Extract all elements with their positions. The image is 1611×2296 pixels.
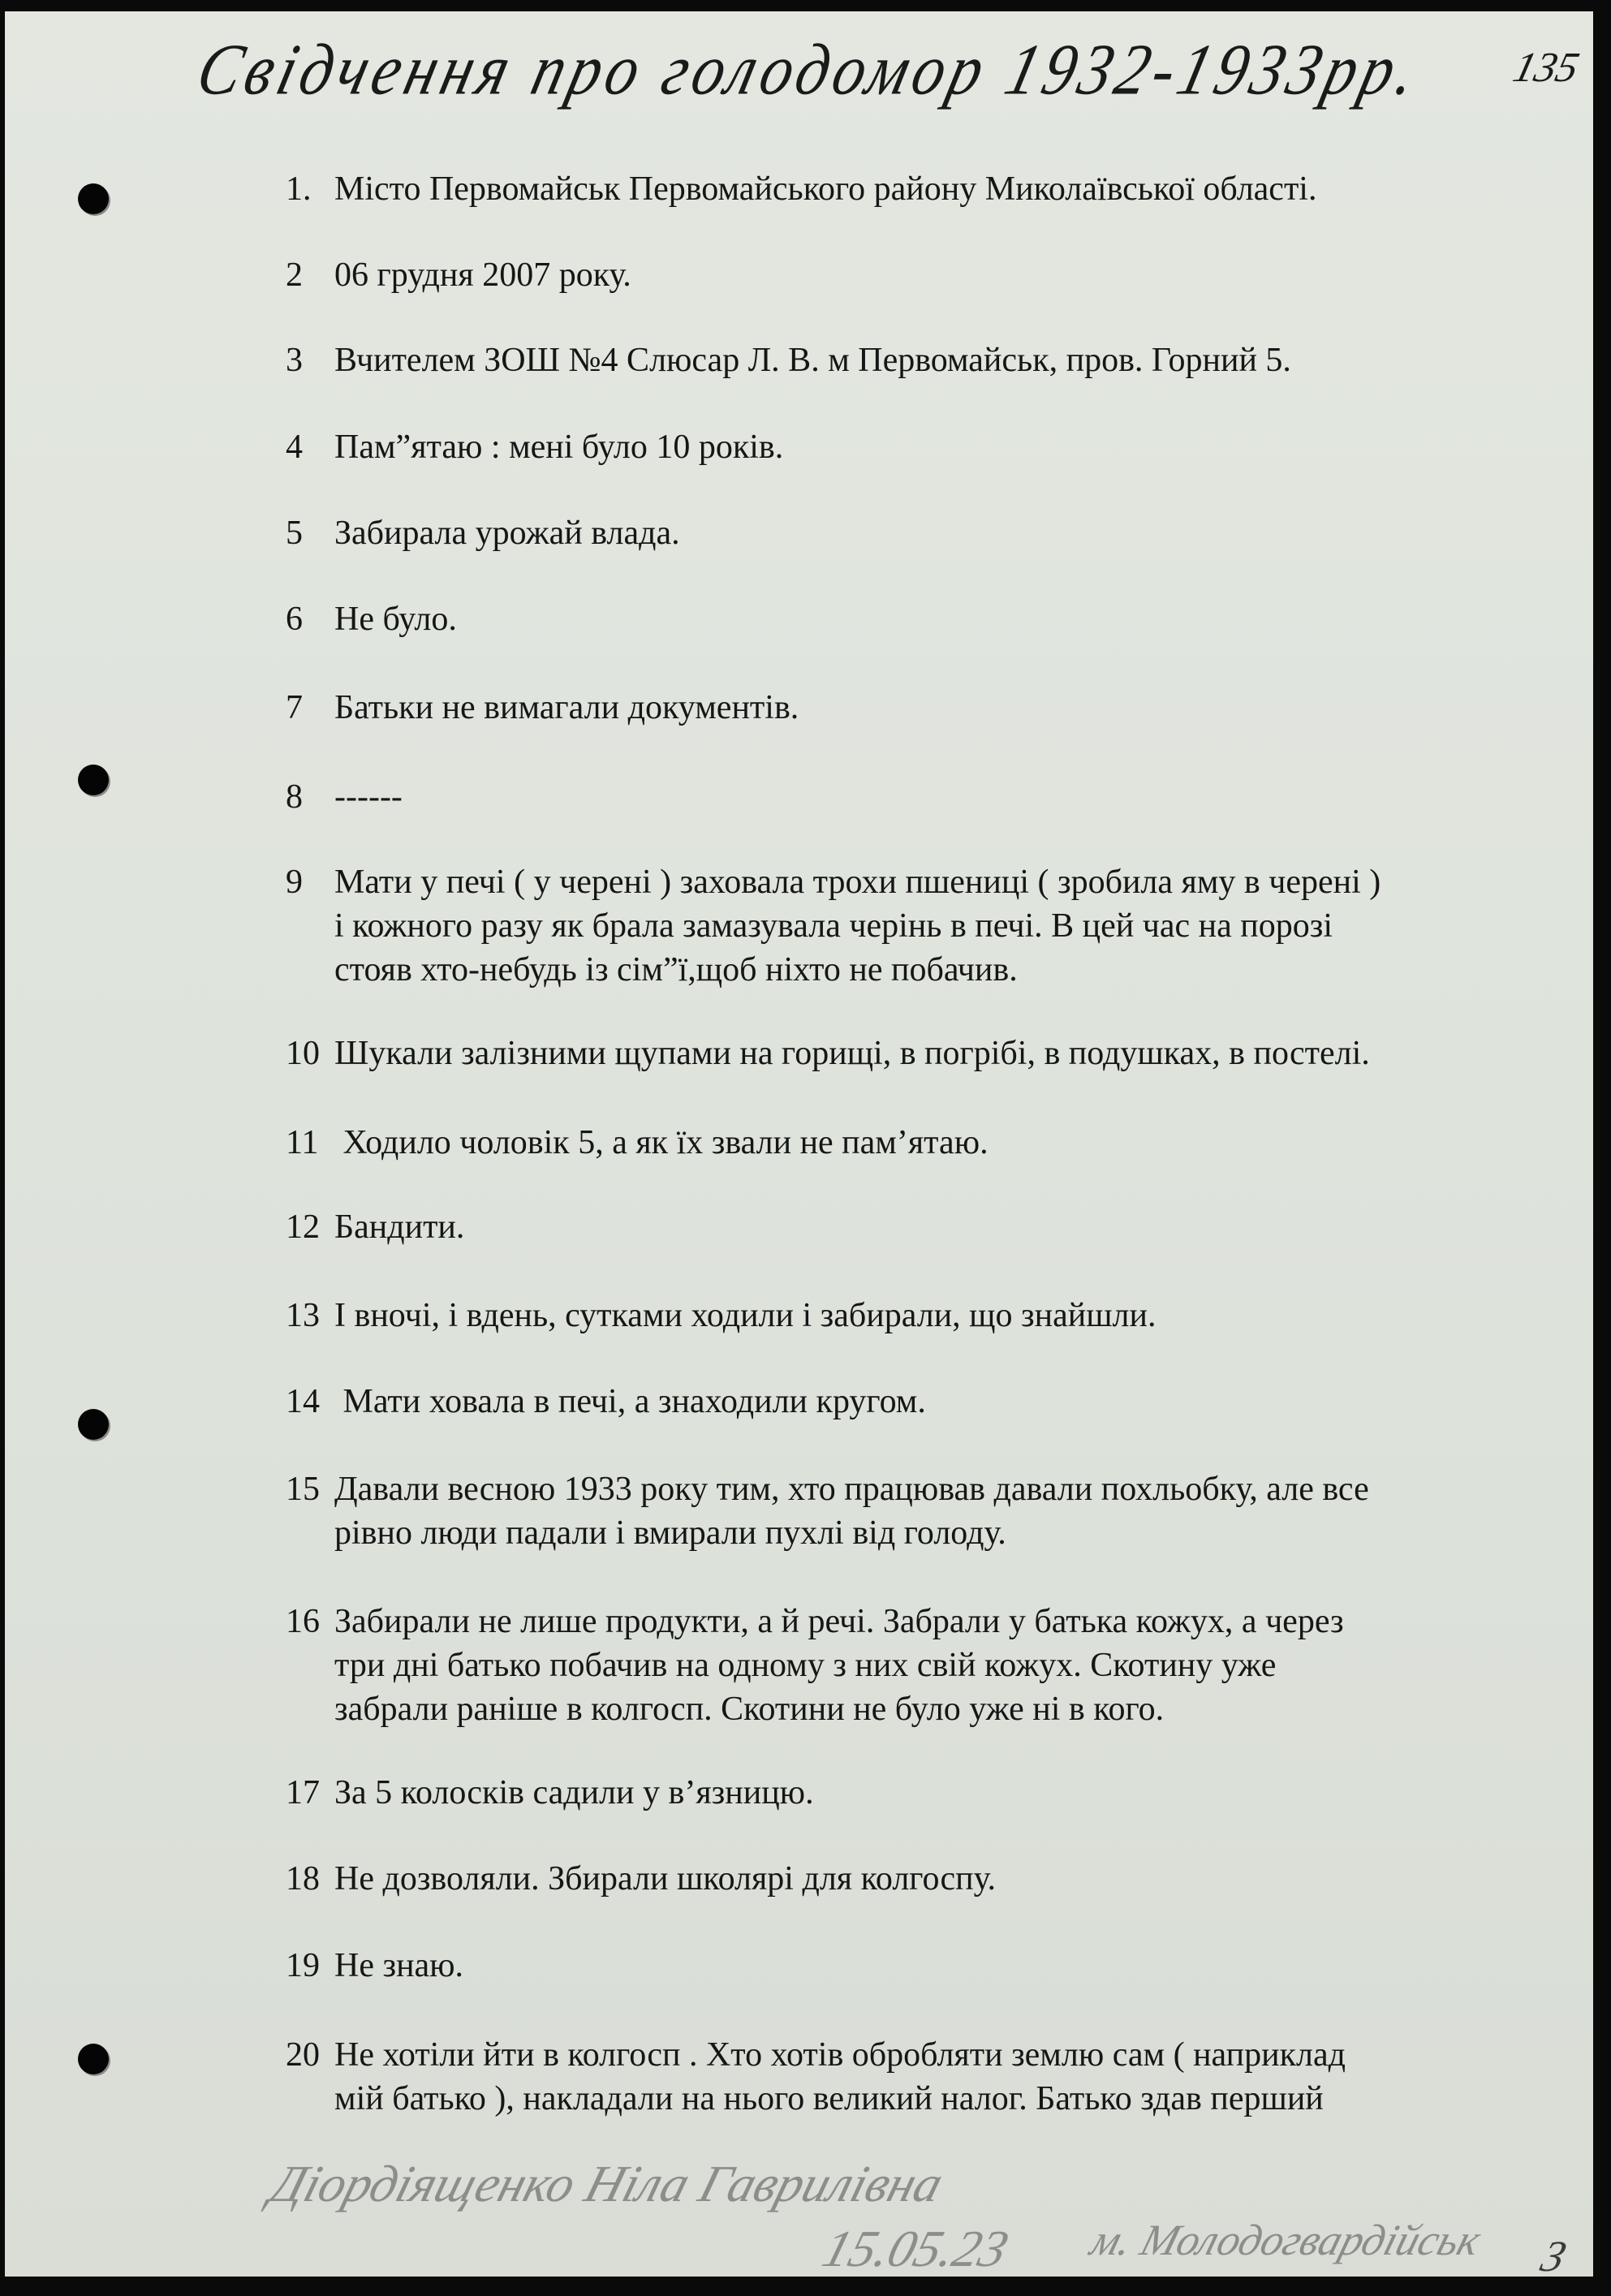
page-number: 135 [1508,45,1584,91]
item-text: Не було. [334,601,457,638]
item-text: мій батько ), накладали на нього великий налог. Батько здав перший [334,2080,1324,2117]
item-text: Мати ховала в печі, а знаходили кругом. [334,1383,926,1420]
item-text: Не хотіли йти в колгосп . Хто хотів обробляти землю сам ( наприклад [334,2036,1346,2074]
item-number: 1. [286,170,312,208]
item-number: 5 [286,515,303,552]
list-item [286,860,1381,992]
handwritten-date: 15.05.23 [816,2220,1015,2277]
item-text: Мати у печі ( у черені ) заховала трохи пшениці ( зробила яму в черені ) [334,864,1381,901]
list-item [286,2033,1346,2121]
list-item [286,686,799,730]
list-item [286,1944,463,1988]
item-text: стояв хто-небудь із сім”ї,щоб ніхто не побачив. [334,951,1018,989]
list-item [286,1771,814,1815]
list-item [286,1121,989,1165]
item-text: Бандити. [334,1208,465,1246]
handwritten-name: Діордіященко Ніла Гаврилівна [264,2155,950,2212]
punch-hole [78,765,109,795]
item-text: ------ [334,778,403,816]
item-number: 19 [286,1947,320,1984]
list-item [286,167,1316,211]
item-text: І вночі, і вдень, сутками ходили і забирали, що знайшли. [334,1297,1157,1334]
handwritten-mark: 3 [1536,2232,1572,2281]
list-item [286,1857,996,1901]
item-number: 7 [286,689,303,726]
item-number: 11 [286,1124,319,1161]
item-number: 16 [286,1603,320,1640]
list-item [286,1380,926,1424]
punch-hole [78,183,109,214]
list-item [286,253,631,297]
punch-hole [78,1409,109,1440]
list-item [286,1467,1369,1555]
item-number: 4 [286,429,303,466]
list-item [286,511,680,555]
item-number: 2 [286,256,303,294]
item-text: Місто Первомайськ Первомайського району Миколаївської області. [334,170,1317,208]
item-number: 13 [286,1297,320,1334]
item-number: 17 [286,1774,320,1811]
item-text: Батьки не вимагали документів. [334,689,799,726]
item-number: 8 [286,778,303,816]
item-text: три дні батько побачив на одному з них свій кожух. Скотину уже [334,1647,1277,1684]
item-text: Пам”ятаю : мені було 10 років. [334,429,784,466]
item-number: 10 [286,1035,320,1072]
item-number: 6 [286,601,303,638]
item-number: 3 [286,342,303,379]
item-text: Ходило чоловік 5, а як їх звали не пам’ятаю. [334,1124,989,1161]
list-item [286,338,1291,382]
item-text: Забирала урожай влада. [334,515,680,552]
item-text: За 5 колосків садили у в’язницю. [334,1774,814,1811]
list-item [286,775,403,819]
item-number: 9 [286,864,303,901]
item-text: 06 грудня 2007 року. [334,256,631,294]
item-number: 20 [286,2036,320,2074]
list-item [286,1032,1370,1075]
list-item [286,597,457,641]
document-page [5,11,1593,2281]
list-item [286,1205,464,1249]
list-item [286,1294,1156,1338]
item-number: 14 [286,1383,320,1420]
punch-hole [78,2044,109,2074]
item-text: і кожного разу як брала замазувала черінь в печі. В цей час на порозі [334,907,1333,945]
item-text: Забирали не лише продукти, а й речі. Забрали у батька кожух, а через [334,1603,1344,1640]
item-text: забрали раніше в колгосп. Скотини не було уже ні в кого. [334,1691,1165,1728]
item-text: рівно люди падали і вмирали пухлі від голоду. [334,1514,1006,1552]
item-text: Не дозволяли. Збирали школярі для колгоспу. [334,1860,996,1898]
item-number: 18 [286,1860,320,1898]
item-number: 15 [286,1471,320,1508]
item-text: Не знаю. [334,1947,464,1984]
item-text: Давали весною 1933 року тим, хто працював давали похльобку, але все [334,1471,1369,1508]
item-text: Шукали залізними щупами на горищі, в погрібі, в подушках, в постелі. [334,1035,1370,1072]
item-text: Вчителем ЗОШ №4 Слюсар Л. В. м Первомайськ, пров. Горний 5. [334,342,1291,379]
item-number: 12 [286,1208,320,1246]
handwritten-title: Свідчення про голодомор 1932-1933рр. [189,28,1430,110]
handwritten-place: м. Молодогвардійськ [1085,2216,1487,2264]
list-item [286,425,783,469]
list-item [286,1600,1344,1731]
